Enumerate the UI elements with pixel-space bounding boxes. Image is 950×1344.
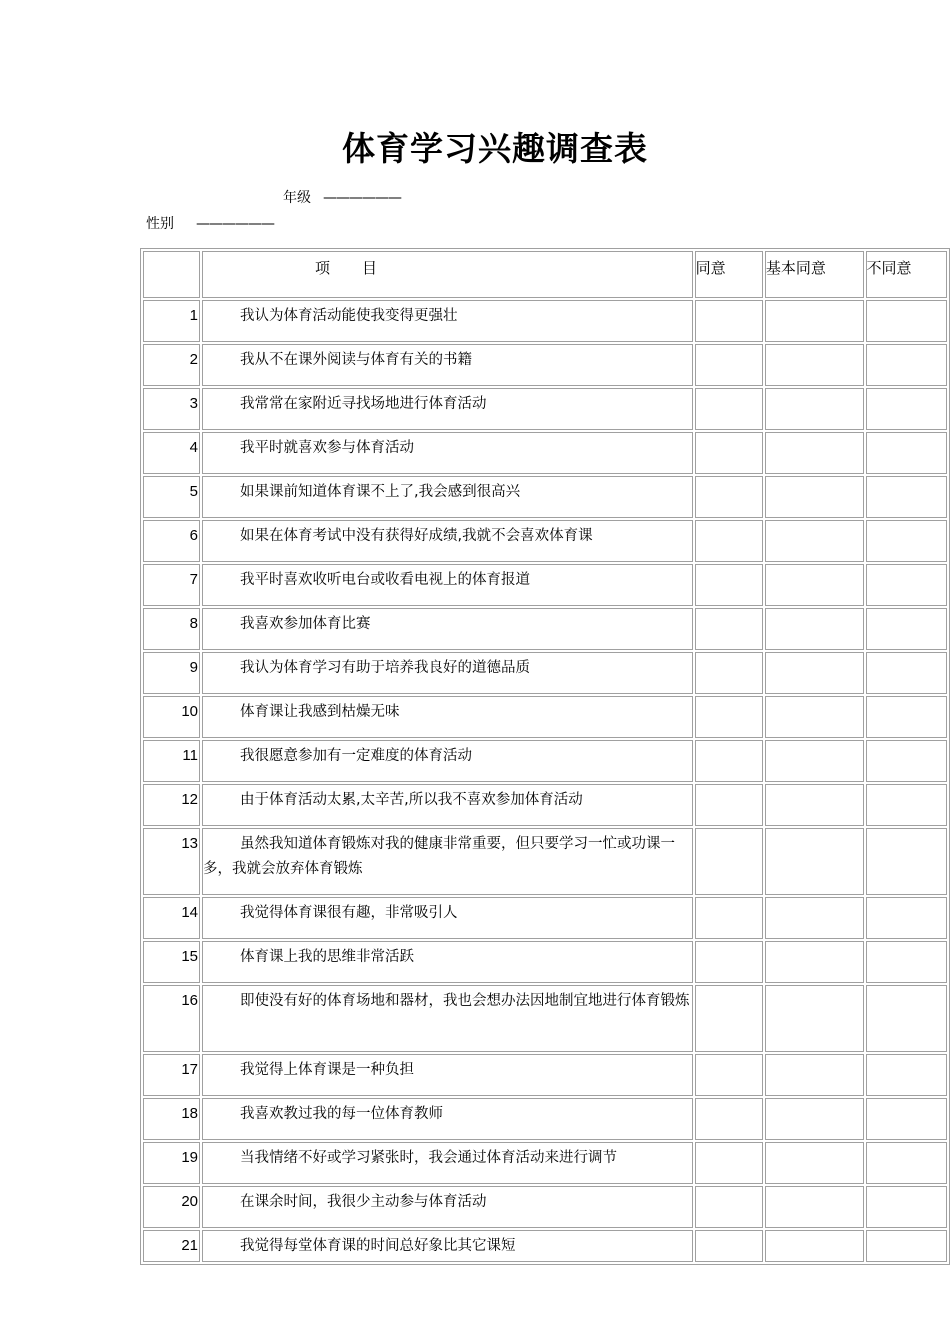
disagree-cell[interactable] — [866, 1230, 947, 1262]
table-row — [143, 740, 947, 782]
table-row — [143, 1098, 947, 1140]
row-statement: 即使没有好的体育场地和器材，我也会想办法因地制宜地进行体育锻炼 — [202, 985, 693, 1052]
table-row — [143, 897, 947, 939]
page-title: 体育学习兴趣调查表 — [342, 129, 648, 168]
row-statement: 我常常在家附近寻找场地进行体育活动 — [202, 388, 693, 430]
agree-cell[interactable] — [695, 696, 763, 738]
row-number: 8 — [143, 608, 200, 650]
table-row — [143, 1054, 947, 1096]
basic-agree-cell[interactable] — [765, 828, 864, 895]
table-row — [143, 1142, 947, 1184]
table-row — [143, 476, 947, 518]
disagree-cell[interactable] — [866, 432, 947, 474]
row-number: 3 — [143, 388, 200, 430]
disagree-cell[interactable] — [866, 476, 947, 518]
header-num-cell — [143, 251, 200, 298]
basic-agree-cell[interactable] — [765, 476, 864, 518]
disagree-cell[interactable] — [866, 388, 947, 430]
row-statement: 由于体育活动太累,太辛苦,所以我不喜欢参加体育活动 — [202, 784, 693, 826]
basic-agree-cell[interactable] — [765, 740, 864, 782]
disagree-cell[interactable] — [866, 740, 947, 782]
row-statement: 在课余时间，我很少主动参与体育活动 — [202, 1186, 693, 1228]
row-number: 10 — [143, 696, 200, 738]
header-disagree: 不同意 — [866, 251, 947, 298]
row-number: 21 — [143, 1230, 200, 1262]
table-row — [143, 520, 947, 562]
row-statement: 我喜欢教过我的每一位体育教师 — [202, 1098, 693, 1140]
disagree-cell[interactable] — [866, 985, 947, 1052]
disagree-cell[interactable] — [866, 828, 947, 895]
row-number: 1 — [143, 300, 200, 342]
survey-table — [140, 248, 950, 1265]
row-number: 20 — [143, 1186, 200, 1228]
basic-agree-cell[interactable] — [765, 784, 864, 826]
disagree-cell[interactable] — [866, 897, 947, 939]
agree-cell[interactable] — [695, 652, 763, 694]
row-statement: 我认为体育学习有助于培养我良好的道德品质 — [202, 652, 693, 694]
row-number: 18 — [143, 1098, 200, 1140]
disagree-cell[interactable] — [866, 608, 947, 650]
row-number: 16 — [143, 985, 200, 1052]
basic-agree-cell[interactable] — [765, 1098, 864, 1140]
agree-cell[interactable] — [695, 1142, 763, 1184]
disagree-cell[interactable] — [866, 784, 947, 826]
disagree-cell[interactable] — [866, 1054, 947, 1096]
table-row — [143, 696, 947, 738]
row-number: 4 — [143, 432, 200, 474]
row-statement: 我觉得每堂体育课的时间总好象比其它课短 — [202, 1230, 693, 1262]
row-statement: 我平时就喜欢参与体育活动 — [202, 432, 693, 474]
agree-cell[interactable] — [695, 740, 763, 782]
grade-blank[interactable]: —————— — [323, 190, 401, 206]
row-number: 12 — [143, 784, 200, 826]
agree-cell[interactable] — [695, 1186, 763, 1228]
gender-label: 性别 — [146, 216, 174, 232]
agree-cell[interactable] — [695, 432, 763, 474]
agree-cell[interactable] — [695, 985, 763, 1052]
agree-cell[interactable] — [695, 1098, 763, 1140]
agree-cell[interactable] — [695, 784, 763, 826]
table-row — [143, 652, 947, 694]
row-statement: 体育课上我的思维非常活跃 — [202, 941, 693, 983]
basic-agree-cell[interactable] — [765, 1142, 864, 1184]
table-row — [143, 985, 947, 1052]
row-statement: 我从不在课外阅读与体育有关的书籍 — [202, 344, 693, 386]
agree-cell[interactable] — [695, 941, 763, 983]
disagree-cell[interactable] — [866, 696, 947, 738]
basic-agree-cell[interactable] — [765, 520, 864, 562]
header-agree: 同意 — [695, 251, 763, 298]
basic-agree-cell[interactable] — [765, 1186, 864, 1228]
agree-cell[interactable] — [695, 1230, 763, 1262]
basic-agree-cell[interactable] — [765, 300, 864, 342]
disagree-cell[interactable] — [866, 941, 947, 983]
agree-cell[interactable] — [695, 388, 763, 430]
table-row — [143, 564, 947, 606]
table-row — [143, 344, 947, 386]
table-row — [143, 388, 947, 430]
table-row — [143, 300, 947, 342]
row-number: 14 — [143, 897, 200, 939]
table-row — [143, 1230, 947, 1262]
disagree-cell[interactable] — [866, 520, 947, 562]
row-number: 11 — [143, 740, 200, 782]
table-row — [143, 1186, 947, 1228]
basic-agree-cell[interactable] — [765, 985, 864, 1052]
agree-cell[interactable] — [695, 300, 763, 342]
header-item-cell — [202, 251, 693, 298]
agree-cell[interactable] — [695, 897, 763, 939]
table-row — [143, 608, 947, 650]
table-row — [143, 784, 947, 826]
disagree-cell[interactable] — [866, 300, 947, 342]
table-row — [143, 828, 947, 895]
disagree-cell[interactable] — [866, 1186, 947, 1228]
basic-agree-cell[interactable] — [765, 1054, 864, 1096]
disagree-cell[interactable] — [866, 564, 947, 606]
row-number: 17 — [143, 1054, 200, 1096]
row-statement: 虽然我知道体育锻炼对我的健康非常重要，但只要学习一忙或功课一多，我就会放弃体育锻炼 — [202, 828, 693, 895]
basic-agree-cell[interactable] — [765, 652, 864, 694]
basic-agree-cell[interactable] — [765, 1230, 864, 1262]
grade-label: 年级 — [283, 190, 311, 206]
disagree-cell[interactable] — [866, 1142, 947, 1184]
row-statement: 如果课前知道体育课不上了,我会感到很高兴 — [202, 476, 693, 518]
row-number: 19 — [143, 1142, 200, 1184]
row-statement: 如果在体育考试中没有获得好成绩,我就不会喜欢体育课 — [202, 520, 693, 562]
disagree-cell[interactable] — [866, 652, 947, 694]
header-item-a: 项 — [315, 259, 331, 277]
gender-blank[interactable]: —————— — [196, 216, 274, 232]
row-number: 5 — [143, 476, 200, 518]
row-statement: 我很愿意参加有一定难度的体育活动 — [202, 740, 693, 782]
agree-cell[interactable] — [695, 520, 763, 562]
row-statement: 当我情绪不好或学习紧张时，我会通过体育活动来进行调节 — [202, 1142, 693, 1184]
row-number: 13 — [143, 828, 200, 895]
row-statement: 我觉得体育课很有趣，非常吸引人 — [202, 897, 693, 939]
agree-cell[interactable] — [695, 564, 763, 606]
header-item-b: 目 — [362, 259, 378, 277]
row-number: 2 — [143, 344, 200, 386]
header-basic-agree: 基本同意 — [765, 251, 864, 298]
row-statement: 我觉得上体育课是一种负担 — [202, 1054, 693, 1096]
agree-cell[interactable] — [695, 828, 763, 895]
disagree-cell[interactable] — [866, 344, 947, 386]
basic-agree-cell[interactable] — [765, 897, 864, 939]
basic-agree-cell[interactable] — [765, 696, 864, 738]
row-number: 7 — [143, 564, 200, 606]
agree-cell[interactable] — [695, 344, 763, 386]
agree-cell[interactable] — [695, 476, 763, 518]
row-number: 9 — [143, 652, 200, 694]
basic-agree-cell[interactable] — [765, 388, 864, 430]
row-number: 15 — [143, 941, 200, 983]
grade-field — [283, 189, 401, 207]
basic-agree-cell[interactable] — [765, 608, 864, 650]
disagree-cell[interactable] — [866, 1098, 947, 1140]
basic-agree-cell[interactable] — [765, 432, 864, 474]
row-statement: 我平时喜欢收听电台或收看电视上的体育报道 — [202, 564, 693, 606]
gender-field — [146, 215, 274, 233]
basic-agree-cell[interactable] — [765, 344, 864, 386]
row-statement: 我喜欢参加体育比赛 — [202, 608, 693, 650]
basic-agree-cell[interactable] — [765, 941, 864, 983]
table-row — [143, 941, 947, 983]
agree-cell[interactable] — [695, 1054, 763, 1096]
row-number: 6 — [143, 520, 200, 562]
basic-agree-cell[interactable] — [765, 564, 864, 606]
row-statement: 体育课让我感到枯燥无味 — [202, 696, 693, 738]
table-row — [143, 432, 947, 474]
table-header-row — [143, 251, 947, 298]
agree-cell[interactable] — [695, 608, 763, 650]
row-statement: 我认为体育活动能使我变得更强壮 — [202, 300, 693, 342]
